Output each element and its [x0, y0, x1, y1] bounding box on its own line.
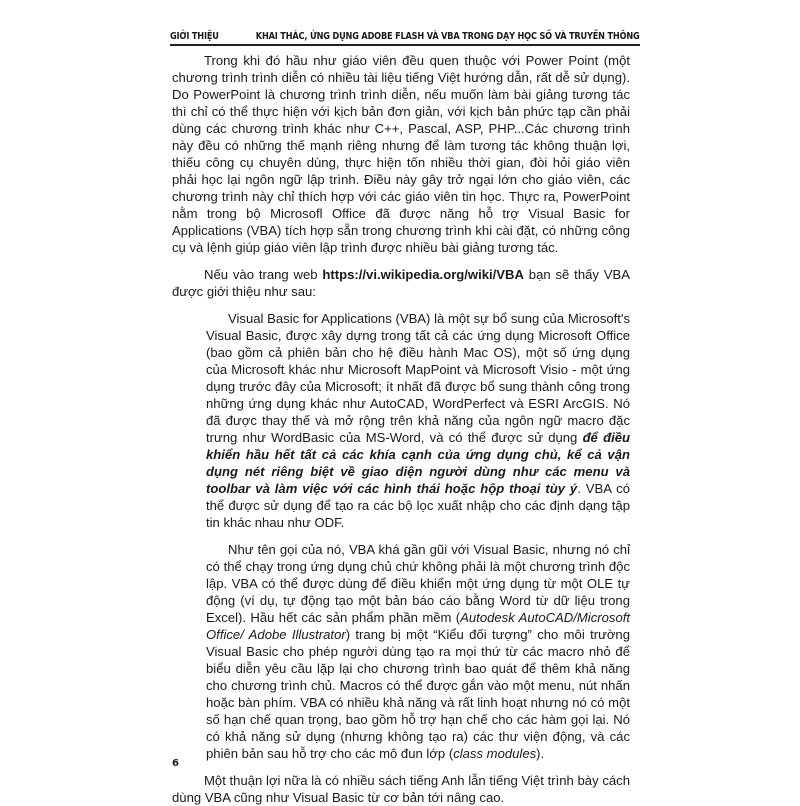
- page-number: 6: [172, 758, 179, 769]
- quote-usage-text-2: ) trang bị một “Kiểu đối tượng” cho môi trường Visual Basic cho phép người dùng tạo ra mọi thứ từ các macro nhỏ để biểu diễn yêu cầu lặp lại cho chương trình bao quát để thêm khả năng cho chương trình chủ. Macros có thể được gắn vào một menu, nút nhấn hoặc bàn phím. VBA có nhiều khả năng và rất linh hoạt nhưng nó có một số hạn chế quan trọng, bao gồm hỗ trợ hạn chế cho các hàm gọi lại. Nó có khả năng sử dụng (nhưng không tạo ra) các thư viện động, và các phiên bản sau hỗ trợ cho các mô đun lớp (: [206, 627, 630, 761]
- page-body: [172, 52, 630, 806]
- quote-definition-end: . VBA có thể được sử dụng để tạo ra các bộ lọc xuất nhập cho các định dạng tập tin khác nhau như ODF.: [206, 481, 630, 530]
- header-book-title: KHAI THÁC, ỨNG DỤNG ADOBE FLASH VÀ VBA TRONG DẠY HỌC SỐ VÀ TRUYỀN THÔNG: [255, 31, 640, 42]
- wikipedia-tail: bạn sẽ thấy VBA được giới thiệu như sau:: [172, 267, 630, 299]
- paragraph-powerpoint: Trong khi đó hầu như giáo viên đều quen thuộc với Power Point (một chương trình trình diễn có nhiều tài liệu tiếng Việt hướng dẫn, rất dễ sử dụng). Do PowerPoint là chương trình trình diễn, nếu muốn làm bài giảng tương tác thì chỉ có thể thực hiện với kịch bản đơn giản, với kịch bản phức tạp cần phải dùng các chương trình khác như C++, Pascal, ASP, PHP...Các chương trình này đều có những thế mạnh riêng nhưng để làm tương tác không thuận lợi, thiếu công cụ chuyên dùng, thực hiện tốn nhiều thời gian, đòi hỏi giáo viên phải học lại ngôn ngữ lập trình. Điều này gây trở ngại lớn cho giáo viên, các chương trình này chỉ thích hợp với các giáo viên tin học. Thực ra, PowerPoint nằm trong bộ Microsofl Office đã được năng hỗ trợ Visual Basic for Applications (VBA) tích hợp sẵn trong chương trình khi cài đặt, có những công cụ và lệnh giúp giáo viên lập trình được nhiều bài giảng tương tác.: [172, 53, 630, 255]
- wikipedia-url: https://vi.wikipedia.org/wiki/VBA: [322, 267, 524, 282]
- header-rule: [170, 44, 640, 46]
- quote-class-modules: class modules: [453, 746, 537, 761]
- quote-usage-end: ).: [536, 746, 545, 761]
- running-header: [170, 26, 640, 42]
- quote-vba-usage: [206, 541, 630, 762]
- wikipedia-lead: Nếu vào trang web: [204, 267, 323, 282]
- quote-usage-text: Như tên gọi của nó, VBA khá gần gũi với Visual Basic, nhưng nó chỉ có thể chạy trong ứng dụng chủ chứ không phải là một chương trình độc lập. VBA có thể được dùng để điều khiển một ứng dụng từ một OLE tự động (ví dụ, tự động tạo một bản báo cáo bằng Word từ dữ liệu trong Excel). Hầu hết các sản phẩm phần mềm (: [206, 542, 630, 625]
- header-section-title: GIỚI THIỆU: [170, 31, 219, 42]
- quote-software-list: Autodesk AutoCAD/Microsoft Office/ Adobe Illustrator: [206, 610, 630, 642]
- quote-emphasis: để điều khiển hầu hết tất cả các khía cạnh của ứng dụng chủ, kể cả vận dụng nét riêng biệt về giao diện người dùng như các menu và toolbar và làm việc với các hình thái hoặc hộp thoại tùy ý: [206, 430, 630, 496]
- paragraph-books: Một thuận lợi nữa là có nhiều sách tiếng Anh lẫn tiếng Việt trình bày cách dùng VBA cũng như Visual Basic từ cơ bản tới nâng cao.: [172, 773, 630, 805]
- paragraph-wikipedia: [172, 266, 630, 300]
- quote-definition-text: Visual Basic for Applications (VBA) là một sự bổ sung của Microsoft's Visual Basic, được xây dựng trong tất cả các ứng dụng Microsoft Office (bao gồm cả phiên bản cho hệ điều hành Mac OS), một số ứng dụng của Microsoft khác như Microsoft MapPoint và Microsoft Visio - một ứng dụng trước đây của Microsoft; ít nhất đã được bổ sung thành công trong những ứng dụng khác như AutoCAD, WordPerfect và ESRI ArcGIS. Nó đã được thay thế và mở rộng trên khả năng của ngôn ngữ macro đặc trưng như WordBasic của MS-Word, và có thể được sử dụng: [206, 311, 630, 445]
- quote-vba-definition: [206, 310, 630, 531]
